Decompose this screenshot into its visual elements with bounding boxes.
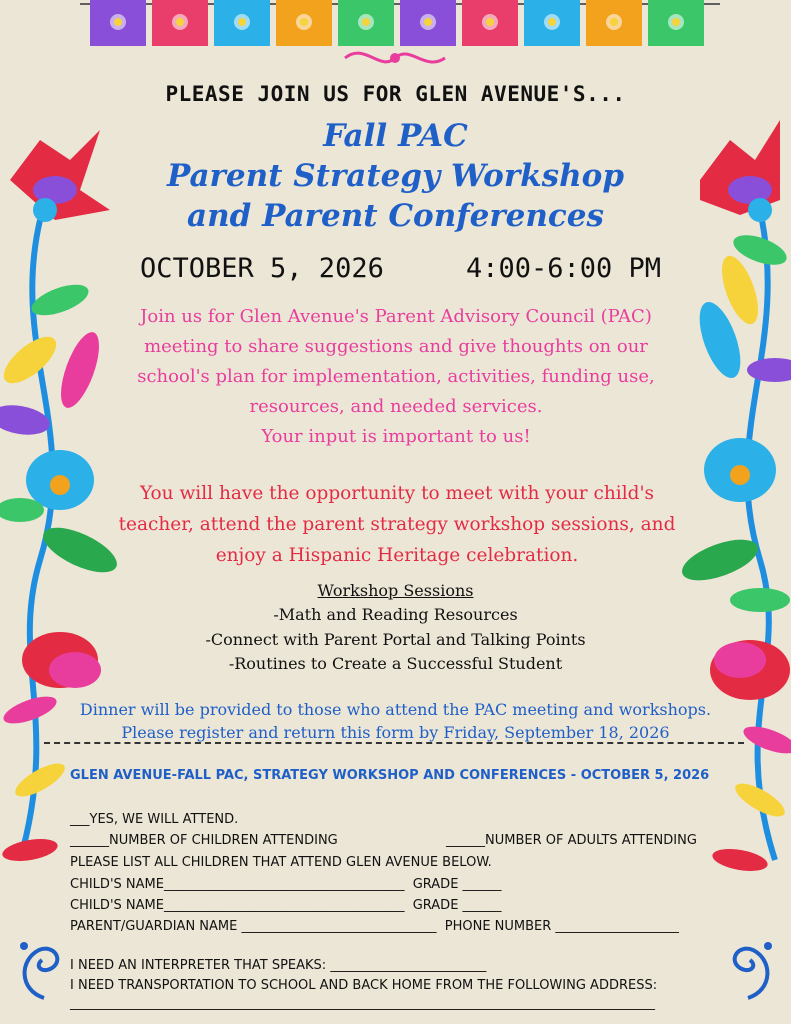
pac-line: Your input is important to us! bbox=[261, 426, 531, 447]
opportunity-line: enjoy a Hispanic Heritage celebration. bbox=[215, 545, 579, 566]
pac-line: resources, and needed services. bbox=[249, 396, 543, 417]
opportunity-line: You will have the opportunity to meet with your child's bbox=[139, 483, 655, 504]
title-line-2: Parent Strategy Workshop bbox=[166, 158, 625, 194]
corner-ornament-left-icon bbox=[14, 940, 74, 1004]
interpreter-field[interactable]: I NEED AN INTERPRETER THAT SPEAKS: ________________________ bbox=[70, 958, 487, 973]
intro-line: PLEASE JOIN US FOR GLEN AVENUE'S... bbox=[165, 82, 626, 106]
form-heading: GLEN AVENUE-FALL PAC, STRATEGY WORKSHOP AND CONFERENCES - OCTOBER 5, 2026 bbox=[70, 768, 710, 783]
workshop-sessions-title: Workshop Sessions bbox=[317, 581, 474, 600]
pac-line: school's plan for implementation, activities, funding use, bbox=[137, 366, 655, 387]
flourish-ornament-icon bbox=[335, 42, 455, 74]
cut-line-divider bbox=[44, 742, 744, 744]
pac-line: Join us for Glen Avenue's Parent Advisory Council (PAC) bbox=[140, 306, 652, 327]
title-line-1: Fall PAC bbox=[323, 118, 468, 154]
pac-line: meeting to share suggestions and give thoughts on our bbox=[144, 336, 648, 357]
adults-count-field[interactable]: ______NUMBER OF ADULTS ATTENDING bbox=[446, 833, 697, 848]
opportunity-paragraph bbox=[72, 478, 722, 571]
workshop-item: -Connect with Parent Portal and Talking Points bbox=[205, 630, 586, 649]
child-name-field[interactable]: CHILD'S NAME_____________________________________ GRADE ______ bbox=[70, 877, 502, 892]
children-count-field[interactable]: ______NUMBER OF CHILDREN ATTENDING bbox=[70, 833, 338, 848]
pac-paragraph bbox=[86, 302, 706, 452]
list-children-instruction: PLEASE LIST ALL CHILDREN THAT ATTEND GLEN AVENUE BELOW. bbox=[70, 855, 492, 870]
parent-name-field[interactable]: PARENT/GUARDIAN NAME ______________________________ PHONE NUMBER ___________________ bbox=[70, 919, 679, 934]
transportation-field: I NEED TRANSPORTATION TO SCHOOL AND BACK HOME FROM THE FOLLOWING ADDRESS: bbox=[70, 978, 658, 993]
event-date: OCTOBER 5, 2026 bbox=[140, 253, 384, 284]
event-time: 4:00-6:00 PM bbox=[466, 253, 662, 284]
dinner-note: Dinner will be provided to those who attend the PAC meeting and workshops. bbox=[79, 700, 712, 719]
title-line-3: and Parent Conferences bbox=[187, 198, 604, 234]
workshop-item: -Math and Reading Resources bbox=[273, 605, 518, 624]
opportunity-line: teacher, attend the parent strategy workshop sessions, and bbox=[118, 514, 676, 535]
corner-ornament-right-icon bbox=[718, 940, 778, 1004]
register-note: Please register and return this form by Friday, September 18, 2026 bbox=[121, 723, 670, 742]
workshop-item: -Routines to Create a Successful Student bbox=[228, 654, 563, 673]
attend-field[interactable]: ___YES, WE WILL ATTEND. bbox=[70, 812, 239, 827]
child-name-field[interactable]: CHILD'S NAME_____________________________________ GRADE ______ bbox=[70, 898, 502, 913]
address-field[interactable]: __________________________________________________________________________________________ bbox=[70, 996, 655, 1011]
